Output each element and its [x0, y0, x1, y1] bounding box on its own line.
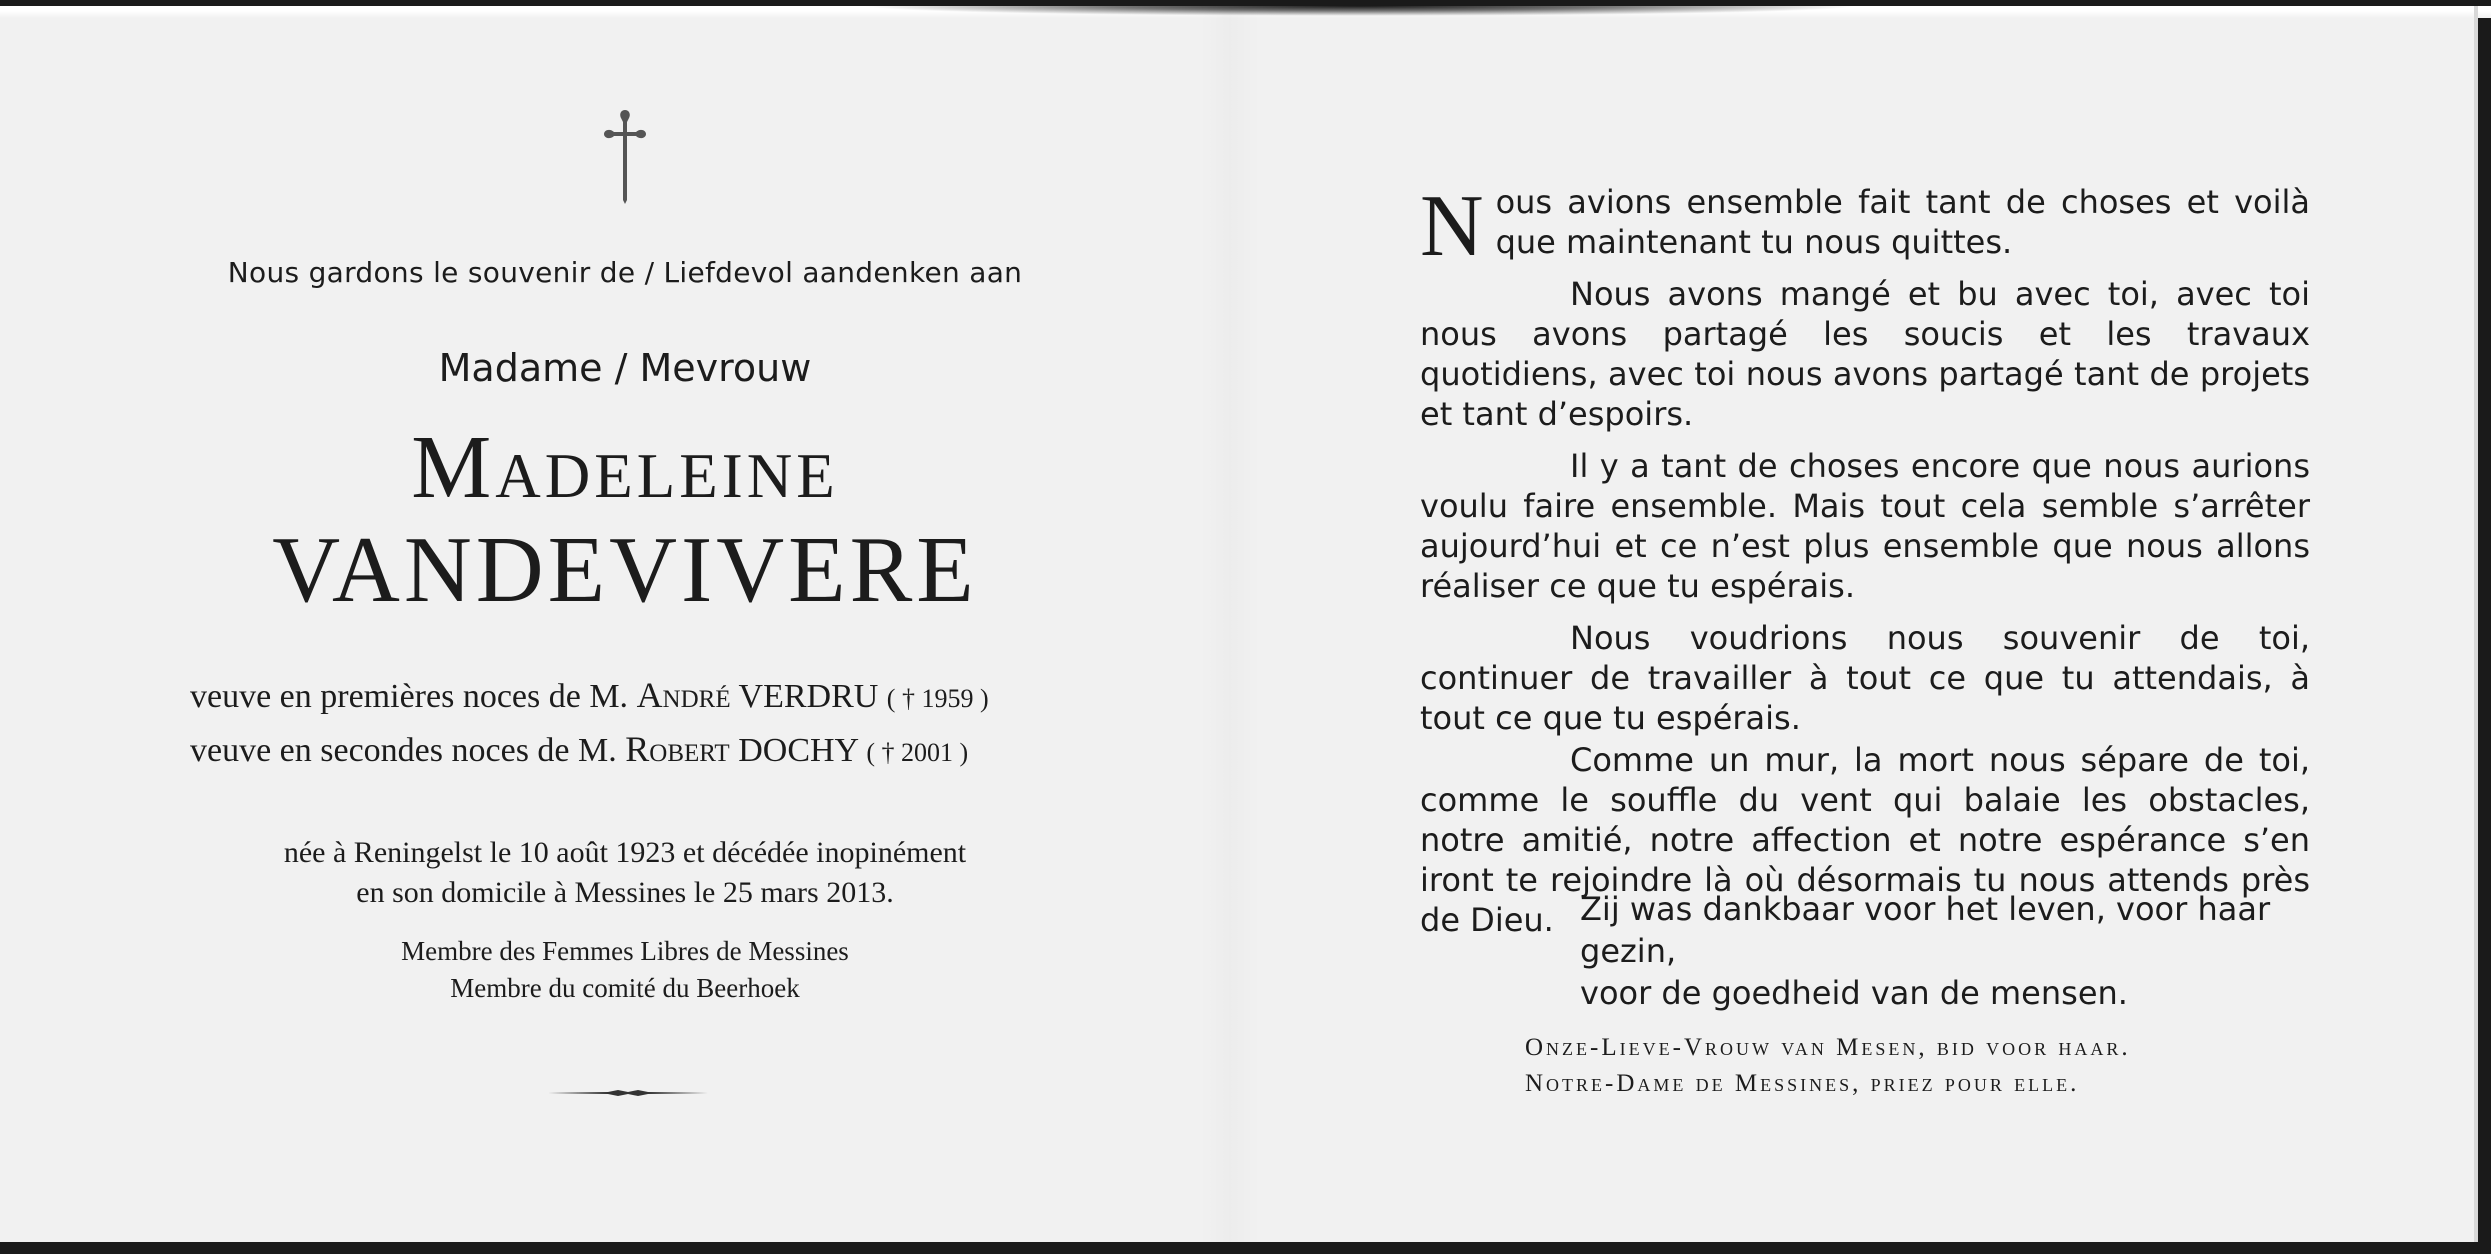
souvenir-line: Nous gardons le souvenir de / Liefdevol aandenken aan: [227, 256, 1023, 289]
birth-line: née à Reningelst le 10 août 1923 et décédée inopinément: [283, 836, 967, 869]
dutch-verse-line-2: voor de goedheid van de mensen.: [1580, 974, 2128, 1012]
memorial-card: [0, 6, 2478, 1242]
prayer-french: Notre-Dame de Messines, priez pour elle.: [1525, 1070, 2080, 1097]
second-husband-death-year: ( † 2001 ): [866, 738, 969, 767]
right-edge: [2474, 6, 2478, 1242]
prayer-dutch: Onze-Lieve-Vrouw van Mesen, bid voor haar.: [1525, 1034, 2131, 1061]
first-name: Madeleine: [411, 418, 839, 517]
poem-paragraph-2: Nous avons mangé et bu avec toi, avec toi nous avons partagé les soucis et les travaux quotidiens, avec toi nous avons partagé tant de projets et tant d’espoirs.: [1420, 275, 2310, 433]
death-line: en son domicile à Messines le 25 mars 2013.: [356, 876, 894, 909]
ornament-divider: [548, 1086, 708, 1100]
right-panel: [1420, 6, 2320, 1242]
second-husband-surname: DOCHY: [729, 732, 867, 769]
first-marriage-prefix: veuve en premières noces de M.: [190, 678, 637, 715]
dutch-verse-line-1: Zij was dankbaar voor het leven, voor haar gezin,: [1580, 890, 2271, 970]
cross-icon: [600, 106, 650, 206]
drop-cap: N: [1420, 178, 1484, 275]
first-husband-surname: VERDRU: [730, 678, 887, 715]
first-husband-death-year: ( † 1959 ): [886, 684, 989, 713]
dutch-verse: [1580, 888, 2320, 1014]
last-name: VANDEVIVERE: [272, 518, 978, 622]
first-husband-name: André: [636, 675, 731, 715]
poem-paragraph-4: Nous voudrions nous souvenir de toi, continuer de travailler à tout ce que tu attendais, à tout ce que tu espérais.: [1420, 619, 2310, 737]
poem: [1420, 178, 2310, 952]
poem-paragraph-5: Comme un mur, la mort nous sépare de toi, comme le souffle du vent qui balaie les obstacles, notre amitié, notre affection et notre espérance s’en iront te rejoindre là où désormais tu nous attends près de Dieu.: [1420, 741, 2310, 939]
second-marriage-prefix: veuve en secondes noces de M.: [190, 732, 626, 769]
poem-paragraph-1: ous avions ensemble fait tant de choses et voilà que maintenant tu nous quittes.: [1495, 183, 2310, 261]
second-marriage-line: [190, 728, 1090, 770]
first-marriage-line: [190, 674, 1090, 716]
title-line: Madame / Mevrouw: [438, 346, 812, 390]
membership-line-1: Membre des Femmes Libres de Messines: [401, 936, 849, 966]
left-panel: [0, 6, 1250, 1242]
second-husband-name: Robert: [625, 729, 730, 769]
poem-paragraph-3: Il y a tant de choses encore que nous aurions voulu faire ensemble. Mais tout cela semble s’arrêter aujourd’hui et ce n’est plus ensemble que nous allons réaliser ce que tu espérais.: [1420, 447, 2310, 605]
membership-line-2: Membre du comité du Beerhoek: [450, 973, 800, 1003]
